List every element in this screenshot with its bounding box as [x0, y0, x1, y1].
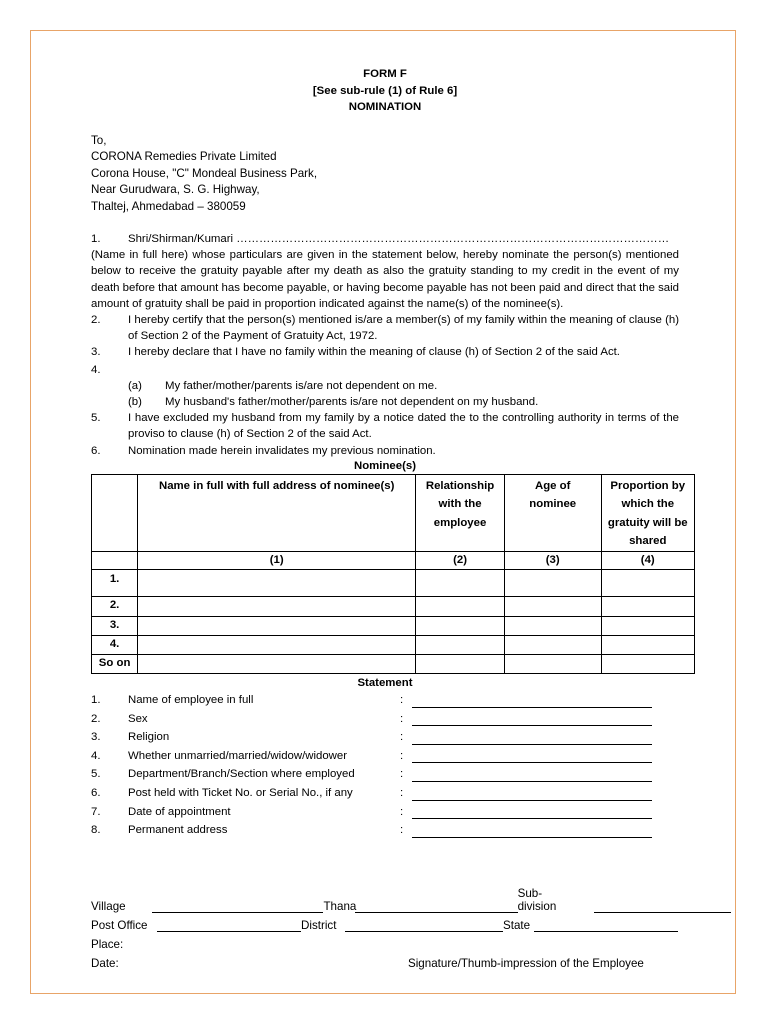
nominee-table [91, 474, 695, 674]
sub-item-text: My husband's father/mother/parents is/are not dependent on my husband. [165, 396, 539, 409]
column-number: (1) [138, 551, 416, 569]
item-4 [91, 362, 679, 378]
column-number: (3) [504, 551, 601, 569]
statement-label: Name of employee in full [128, 694, 254, 707]
item-6 [91, 443, 679, 459]
item-1-body: (Name in full here) whose particulars are given in the statement below, hereby nominate the person(s) mentioned below to receive the gratuity payable after my death as also the gratuity standing to my credit in the event of my death before that amount has become payable, or having become payable has not been paid and direct that the said amount of gratuity shall be paid in proportion indicated against the name(s) of the nominee(s). [91, 249, 679, 310]
age-cell[interactable] [504, 596, 601, 616]
appointment-date-field[interactable] [412, 806, 652, 819]
address-line: To, [91, 133, 107, 147]
statement-label: Permanent address [128, 824, 228, 837]
statement-label: Sex [128, 712, 148, 725]
item-number: 4. [91, 363, 101, 376]
statement-number: 8. [91, 824, 101, 837]
footer-block [91, 887, 731, 970]
item-number: 2. [91, 314, 101, 327]
age-cell[interactable] [504, 654, 601, 673]
statement-title: Statement [357, 676, 413, 689]
age-cell[interactable] [504, 569, 601, 596]
statement-label: Whether unmarried/married/widow/widower [128, 749, 348, 762]
addressee-block [91, 133, 679, 216]
relationship-cell[interactable] [416, 616, 505, 635]
nominee-name-cell[interactable] [138, 596, 416, 616]
statement-number: 7. [91, 805, 101, 818]
item-number: 6. [91, 444, 101, 457]
proportion-cell[interactable] [601, 596, 694, 616]
proportion-cell[interactable] [601, 654, 694, 673]
statement-row [91, 728, 679, 747]
district-label: District [301, 919, 337, 932]
statement-colon: : [400, 787, 404, 799]
marital-status-field[interactable] [412, 750, 652, 763]
statement-row [91, 784, 679, 803]
rule-reference: [See sub-rule (1) of Rule 6] [312, 84, 458, 97]
state-label: State [503, 919, 531, 932]
statement-colon: : [400, 805, 404, 818]
column-header-proportion: Proportion by which the gratuity will be shared [601, 474, 694, 551]
subdivision-label: Sub-division [517, 887, 557, 913]
column-header-age: Age of nominee [504, 474, 601, 551]
statement-number: 2. [91, 712, 101, 725]
column-number: (4) [601, 551, 694, 569]
nominator-name-line: Shri/Shirman/Kumari …………………………………………………………………………………………………… [128, 233, 670, 245]
form-subject: NOMINATION [348, 101, 422, 113]
nominee-name-cell[interactable] [138, 616, 416, 635]
date-label: Date: [91, 957, 119, 970]
row-label: 2. [92, 596, 138, 616]
place-label: Place: [91, 938, 124, 951]
district-field[interactable] [345, 918, 503, 932]
statement-label: Date of appointment [128, 805, 231, 818]
table-row [92, 654, 695, 673]
row-label: 4. [92, 635, 138, 654]
row-label: 3. [92, 616, 138, 635]
address-line: Corona House, "C" Mondeal Business Park, [91, 166, 318, 180]
post-office-field[interactable] [157, 918, 301, 932]
statement-number: 3. [91, 731, 101, 744]
nominee-name-cell[interactable] [138, 635, 416, 654]
subdivision-field[interactable] [594, 899, 731, 913]
proportion-cell[interactable] [601, 635, 694, 654]
relationship-cell[interactable] [416, 654, 505, 673]
statement-row [91, 802, 679, 821]
item-4b [91, 394, 679, 410]
sub-item-label: (b) [128, 396, 142, 409]
proportion-cell[interactable] [601, 569, 694, 596]
statement-label: Post held with Ticket No. or Serial No., if any [128, 787, 353, 799]
address-line: CORONA Remedies Private Limited [91, 150, 277, 163]
statement-row [91, 821, 679, 840]
table-header-row [92, 474, 695, 551]
item-5 [91, 410, 679, 442]
item-text: I hereby certify that the person(s) mentioned is/are a member(s) of my family within the meaning of clause (h) of Section 2 of the Payment of Gratuity Act, 1972. [128, 314, 679, 343]
state-field[interactable] [534, 918, 678, 932]
thana-label: Thana [323, 900, 357, 913]
religion-field[interactable] [412, 732, 652, 745]
statement-number: 4. [91, 749, 101, 762]
item-number: 3. [91, 346, 101, 359]
table-row [92, 616, 695, 635]
footer-row-village [91, 887, 731, 913]
statement-number: 1. [91, 694, 101, 707]
footer-row-post [91, 913, 731, 932]
statement-colon: : [400, 749, 404, 762]
village-field[interactable] [152, 899, 324, 913]
form-body [91, 66, 688, 840]
statement-number: 6. [91, 787, 101, 799]
signature-label: Signature/Thumb-impression of the Employee [408, 957, 644, 970]
statement-block [91, 691, 679, 840]
item-1-heading [91, 231, 679, 247]
footer-row-place [91, 932, 731, 951]
footer-row-date [91, 951, 731, 970]
village-label: Village [91, 900, 126, 913]
statement-row [91, 765, 679, 784]
post-held-field[interactable] [412, 788, 652, 801]
table-row [92, 635, 695, 654]
department-field[interactable] [412, 769, 652, 782]
item-4a [91, 378, 679, 394]
item-text: Nomination made herein invalidates my previous nomination. [128, 444, 436, 457]
item-2 [91, 312, 679, 344]
column-number: (2) [416, 551, 505, 569]
statement-colon: : [400, 694, 404, 707]
employee-name-field[interactable] [412, 695, 652, 708]
statement-colon: : [400, 824, 404, 837]
table-row [92, 569, 695, 596]
item-number: 1. [91, 233, 101, 245]
address-line: Near Gurudwara, S. G. Highway, [91, 183, 260, 196]
nominee-name-cell[interactable] [138, 654, 416, 673]
relationship-cell[interactable] [416, 596, 505, 616]
thana-field[interactable] [355, 899, 517, 913]
item-number: 5. [91, 412, 101, 425]
column-header-name: Name in full with full address of nominee(s) [138, 474, 416, 551]
permanent-address-field[interactable] [412, 825, 652, 838]
nominee-name-cell[interactable] [138, 569, 416, 596]
column-number-row [92, 551, 695, 569]
column-header-relationship: Relationship with the employee [416, 474, 505, 551]
relationship-cell[interactable] [416, 569, 505, 596]
table-row [92, 596, 695, 616]
item-text: I have excluded my husband from my family by a notice dated the to the controlling authority in terms of the proviso to clause (h) of Section 2 of the said Act. [128, 412, 679, 441]
item-3 [91, 344, 679, 360]
item-text: I hereby declare that I have no family within the meaning of clause (h) of Section 2 of the said Act. [128, 346, 620, 359]
statement-row [91, 691, 679, 710]
statement-colon: : [400, 712, 404, 725]
form-title: FORM F [363, 68, 407, 80]
statement-colon: : [400, 768, 404, 781]
statement-label: Department/Branch/Section where employed [128, 768, 355, 781]
address-line: Thaltej, Ahmedabad – 380059 [91, 199, 246, 213]
post-office-label: Post Office [91, 919, 148, 932]
statement-label: Religion [128, 731, 170, 744]
age-cell[interactable] [504, 635, 601, 654]
statement-number: 5. [91, 768, 101, 781]
statement-colon: : [400, 731, 404, 744]
nominee-table-title: Nominee(s) [353, 459, 417, 472]
statement-row [91, 709, 679, 728]
row-label: 1. [92, 569, 138, 596]
sub-item-text: My father/mother/parents is/are not dependent on me. [165, 379, 438, 392]
statement-row [91, 747, 679, 766]
age-cell[interactable] [504, 616, 601, 635]
proportion-cell[interactable] [601, 616, 694, 635]
sex-field[interactable] [412, 713, 652, 726]
row-label: So on [92, 654, 138, 673]
relationship-cell[interactable] [416, 635, 505, 654]
declaration-items [91, 231, 679, 459]
sub-item-label: (a) [128, 379, 142, 392]
